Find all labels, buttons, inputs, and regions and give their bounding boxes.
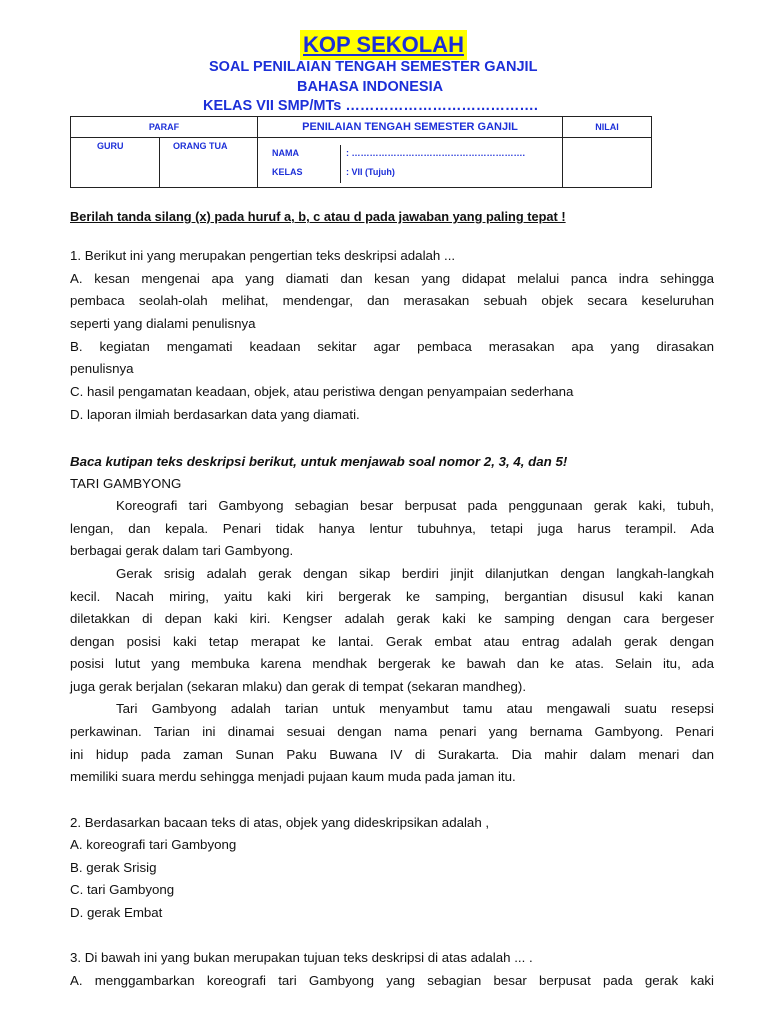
assessment-header: PENILAIAN TENGAH SEMESTER GANJIL — [258, 117, 563, 138]
student-identity-table — [70, 116, 652, 188]
q2-option-d: D. gerak Embat — [70, 905, 163, 920]
reading-p3-line: memiliki suara merdu sehingga menjadi pujaan kaum muda pada jaman itu. — [70, 769, 516, 784]
q1-option-c: C. hasil pengamatan keadaan, objek, atau peristiwa dengan penyampaian sederhana — [70, 384, 574, 399]
school-letterhead-title: KOP SEKOLAH — [300, 30, 467, 60]
guru-label: GURU — [97, 141, 124, 151]
q1-option-a-line3: seperti yang dialami penulisnya — [70, 316, 256, 331]
reading-p3-line: ini hidup pada zaman Sunan Paku Buwana IV di Surakarta. Dia mahir dalam menari dan — [70, 747, 714, 762]
q1-option-a: A. kesan mengenai apa yang diamati dan kesan yang didapat melalui panca indra sehingga — [70, 271, 714, 286]
identity-fields — [258, 145, 562, 183]
orang-tua-cell — [160, 138, 258, 188]
q2-option-a: A. koreografi tari Gambyong — [70, 837, 237, 852]
class-title: KELAS VII SMP/MTs …………………………………. — [203, 98, 538, 114]
reading-p1-line: lengan, dan kepala. Penari tidak hanya lentur tubuhnya, tetapi juga harus terampil. Ada — [70, 521, 714, 536]
identity-cell — [258, 138, 563, 188]
nilai-cell — [563, 138, 652, 188]
reading-p2-line: kecil. Nacah miring, yaitu kaki kiri bergerak ke samping, bergantian disusul kaki kanan — [70, 589, 714, 604]
nama-field[interactable]: : …………………………………………………. — [341, 145, 563, 164]
guru-cell — [71, 138, 160, 188]
kelas-field: : VII (Tujuh) — [341, 164, 563, 183]
question-3: 3. Di bawah ini yang bukan merupakan tujuan teks deskripsi di atas adalah ... . — [70, 950, 533, 965]
nama-label: NAMA — [272, 148, 299, 158]
reading-p2-line: diletakkan di depan kaki kiri. Kengser adalah gerak kaki ke samping dengan cara bergeser — [70, 611, 714, 626]
reading-p2-line: juga gerak berjalan (sekaran mlaku) dan gerak di tempat (sekaran mandheg). — [70, 679, 527, 694]
nilai-header: NILAI — [563, 117, 652, 138]
question-2: 2. Berdasarkan bacaan teks di atas, objek yang dideskripsikan adalah , — [70, 815, 490, 830]
reading-p2-line: posisi lutut yang membuka karena mendhak bergerak ke bawah dan ke atas. Selain itu, ada — [70, 656, 714, 671]
orang-tua-label: ORANG TUA — [173, 141, 228, 151]
reading-p3-line: Tari Gambyong adalah tarian untuk menyambut tamu atau mengawali suatu resepsi — [116, 701, 714, 716]
q1-option-b: B. kegiatan mengamati keadaan sekitar agar pembaca merasakan apa yang dirasakan — [70, 339, 714, 354]
paraf-header: PARAF — [71, 117, 258, 138]
instruction: Berilah tanda silang (x) pada huruf a, b, c atau d pada jawaban yang paling tepat ! — [70, 209, 566, 224]
reading-p1-line: berbagai gerak dalam tari Gambyong. — [70, 543, 294, 558]
reading-p2-line: dengan posisi kaki tetap merapat ke lantai. Gerak embat atau entrag adalah gerak dengan — [70, 634, 714, 649]
q3-option-a: A. menggambarkan koreografi tari Gambyong yang sebagian besar berpusat pada gerak kaki — [70, 973, 714, 988]
reading-p3-line: perkawinan. Tarian ini dinamai sesuai dengan nama penari yang bernama Gambyong. Penari — [70, 724, 714, 739]
reading-instruction: Baca kutipan teks deskripsi berikut, untuk menjawab soal nomor 2, 3, 4, dan 5! — [70, 454, 568, 469]
q2-option-b: B. gerak Srisig — [70, 860, 157, 875]
reading-title: TARI GAMBYONG — [70, 476, 182, 491]
reading-p1-line: Koreografi tari Gambyong sebagian besar berpusat pada penggunaan gerak kaki, tubuh, — [116, 498, 714, 513]
question-1: 1. Berikut ini yang merupakan pengertian teks deskripsi adalah ... — [70, 248, 456, 263]
exam-title: SOAL PENILAIAN TENGAH SEMESTER GANJIL — [209, 59, 538, 75]
q1-option-b-line2: penulisnya — [70, 361, 134, 376]
subject-title: BAHASA INDONESIA — [297, 79, 444, 95]
q2-option-c: C. tari Gambyong — [70, 882, 175, 897]
q1-option-a-line2: pembaca seolah-olah melihat, mendengar, dan merasakan sebuah objek secara keseluruhan — [70, 293, 714, 308]
kelas-label: KELAS — [272, 167, 303, 177]
q1-option-d: D. laporan ilmiah berdasarkan data yang diamati. — [70, 407, 360, 422]
reading-p2-line: Gerak srisig adalah gerak dengan sikap berdiri jinjit dilanjutkan dengan langkah-langkah — [116, 566, 714, 581]
